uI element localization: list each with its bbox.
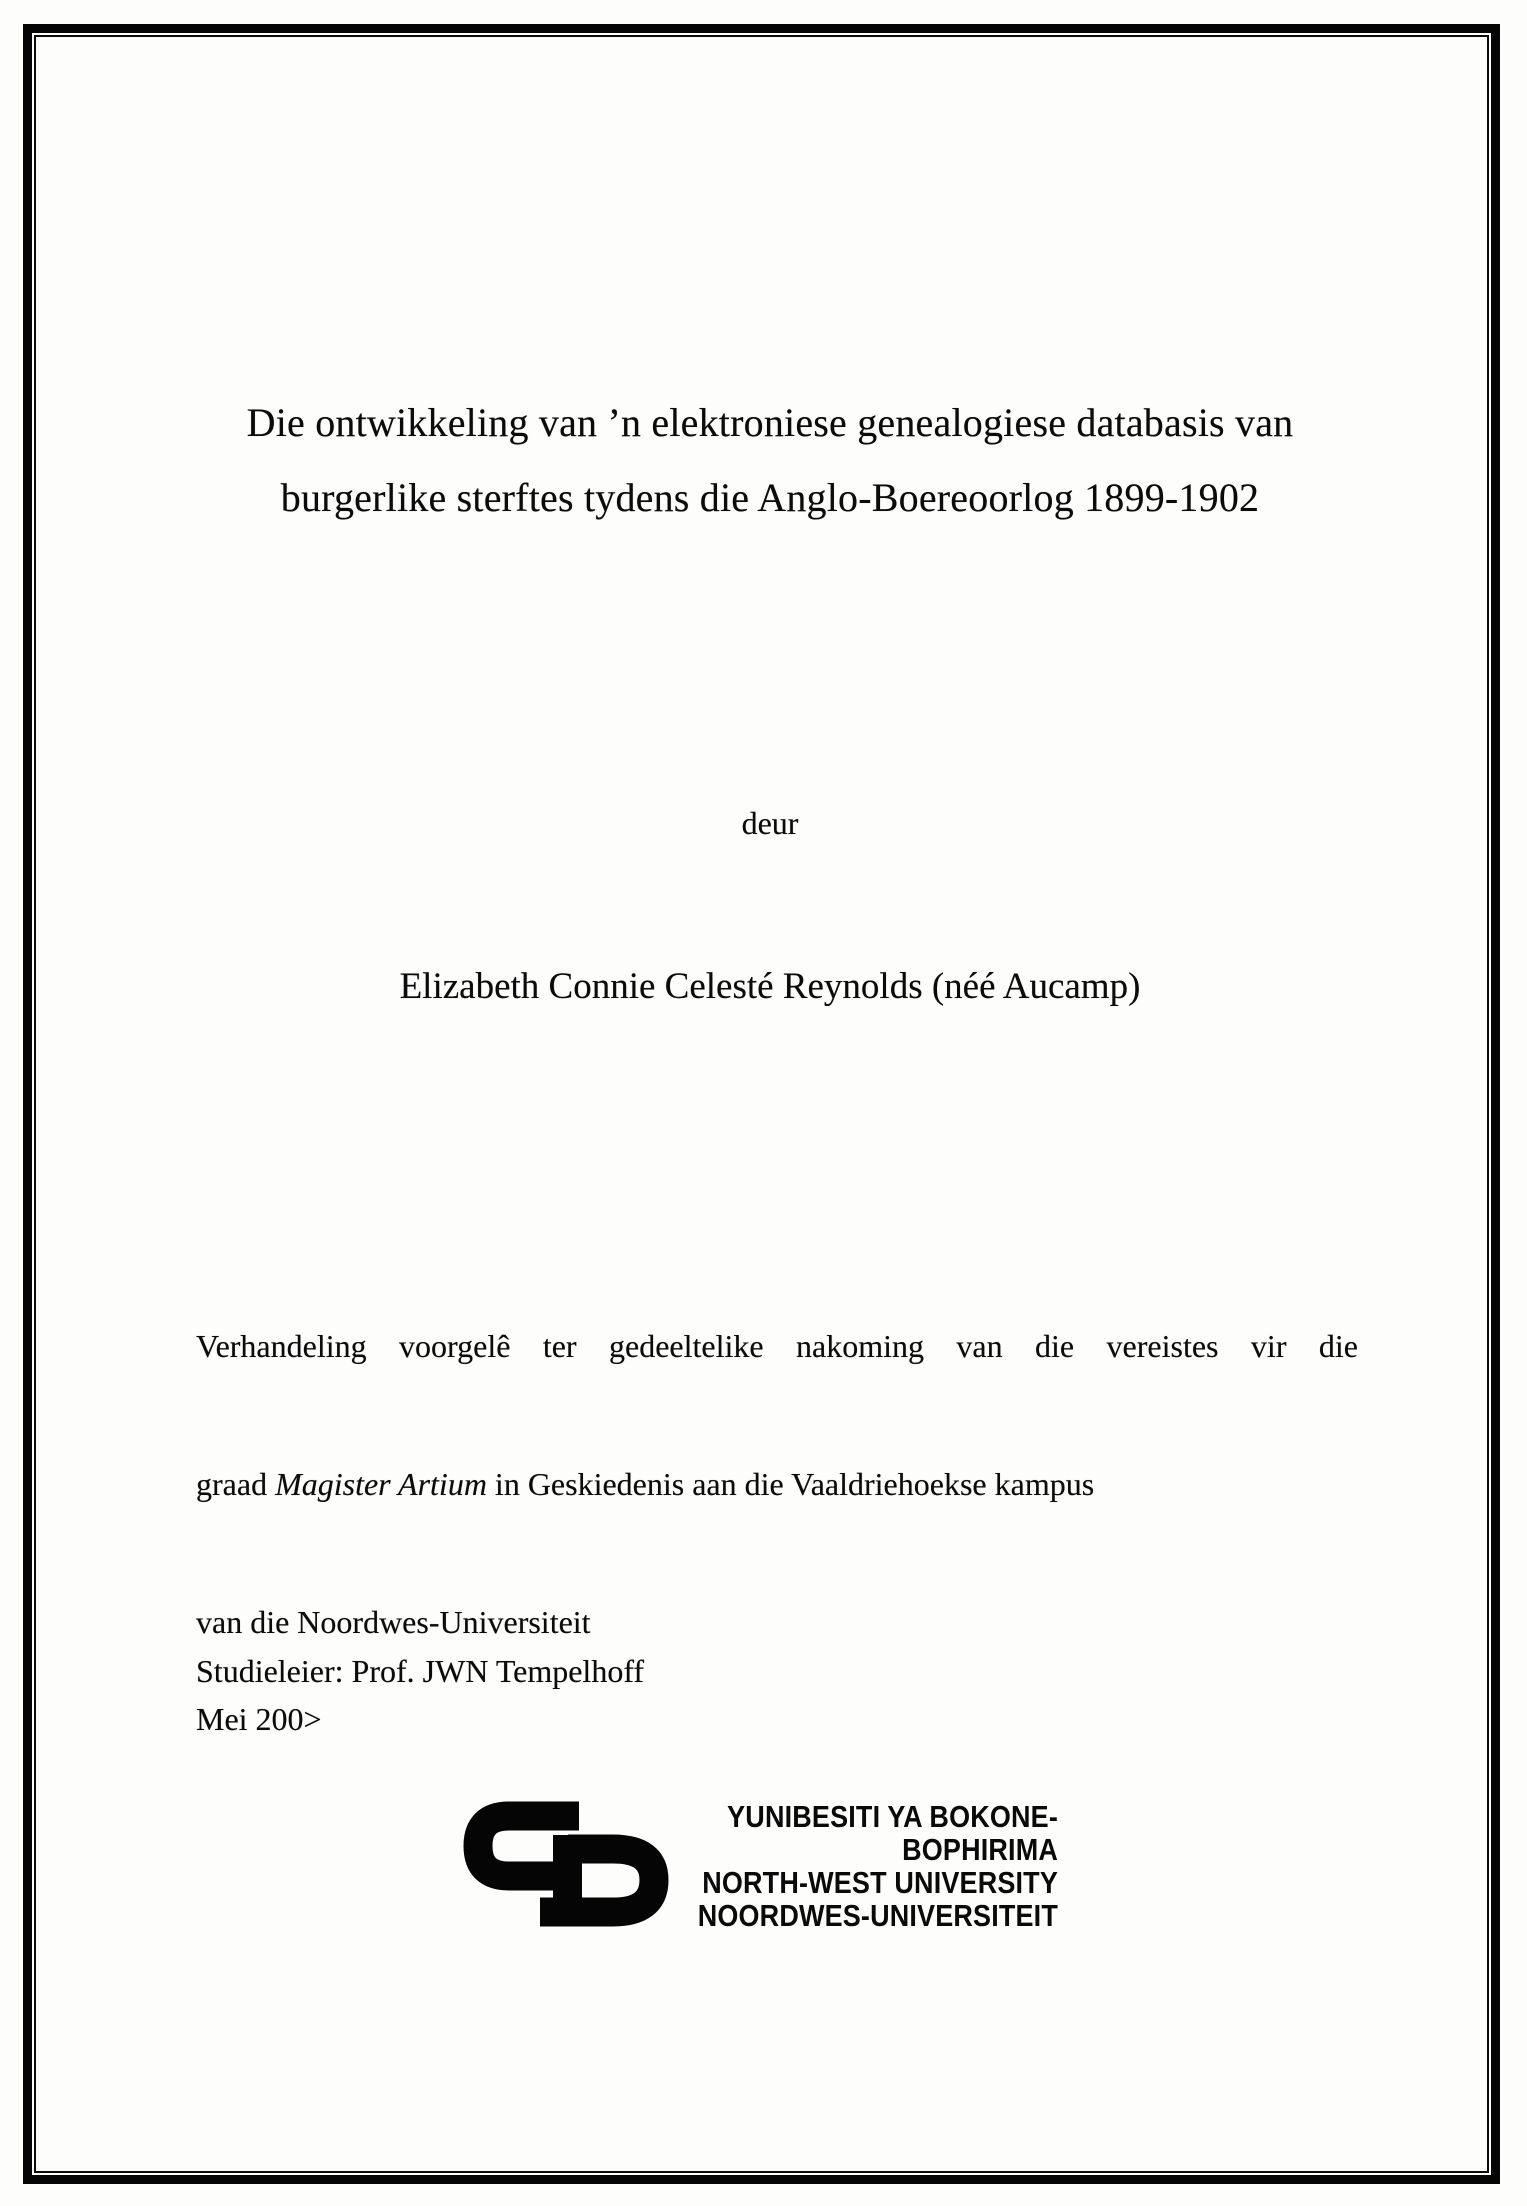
- thesis-title-line-1: Die ontwikkeling van ’n elektroniese genealogiese databasis van: [246, 400, 1294, 445]
- statement-line-1: Verhandeling voorgelê ter gedeeltelike nakoming van die vereistes vir die: [196, 1328, 1358, 1364]
- logo-text-north-west: NORTH-WEST UNIVERSITY: [702, 1865, 1058, 1900]
- author-name: Elizabeth Connie Celesté Reynolds (néé Aucamp): [399, 966, 1141, 1007]
- statement-line-2: [196, 1461, 1358, 1507]
- nwu-logo-wordmark: [560, 1800, 1058, 1932]
- statement-line-2-pre: graad: [196, 1466, 276, 1502]
- supervisor-line: Studieleier: Prof. JWN Tempelhoff: [196, 1653, 645, 1689]
- byline-deur: deur: [741, 805, 799, 841]
- statement-line-3: van die Noordwes-Universiteit: [196, 1604, 591, 1640]
- statement-line-2-post: in Geskiedenis aan die Vaaldriehoekse kampus: [486, 1466, 1095, 1502]
- magister-artium-italic: Magister Artium: [275, 1466, 487, 1502]
- thesis-title-line-2: burgerlike sterftes tydens die Anglo-Boereoorlog 1899-1902: [280, 475, 1260, 520]
- date-line: Mei 200>: [196, 1701, 322, 1737]
- logo-text-yunibesiti: YUNIBESITI YA BOKONE-BOPHIRIMA: [727, 1799, 1058, 1867]
- logo-text-noordwes: NOORDWES-UNIVERSITEIT: [697, 1898, 1058, 1933]
